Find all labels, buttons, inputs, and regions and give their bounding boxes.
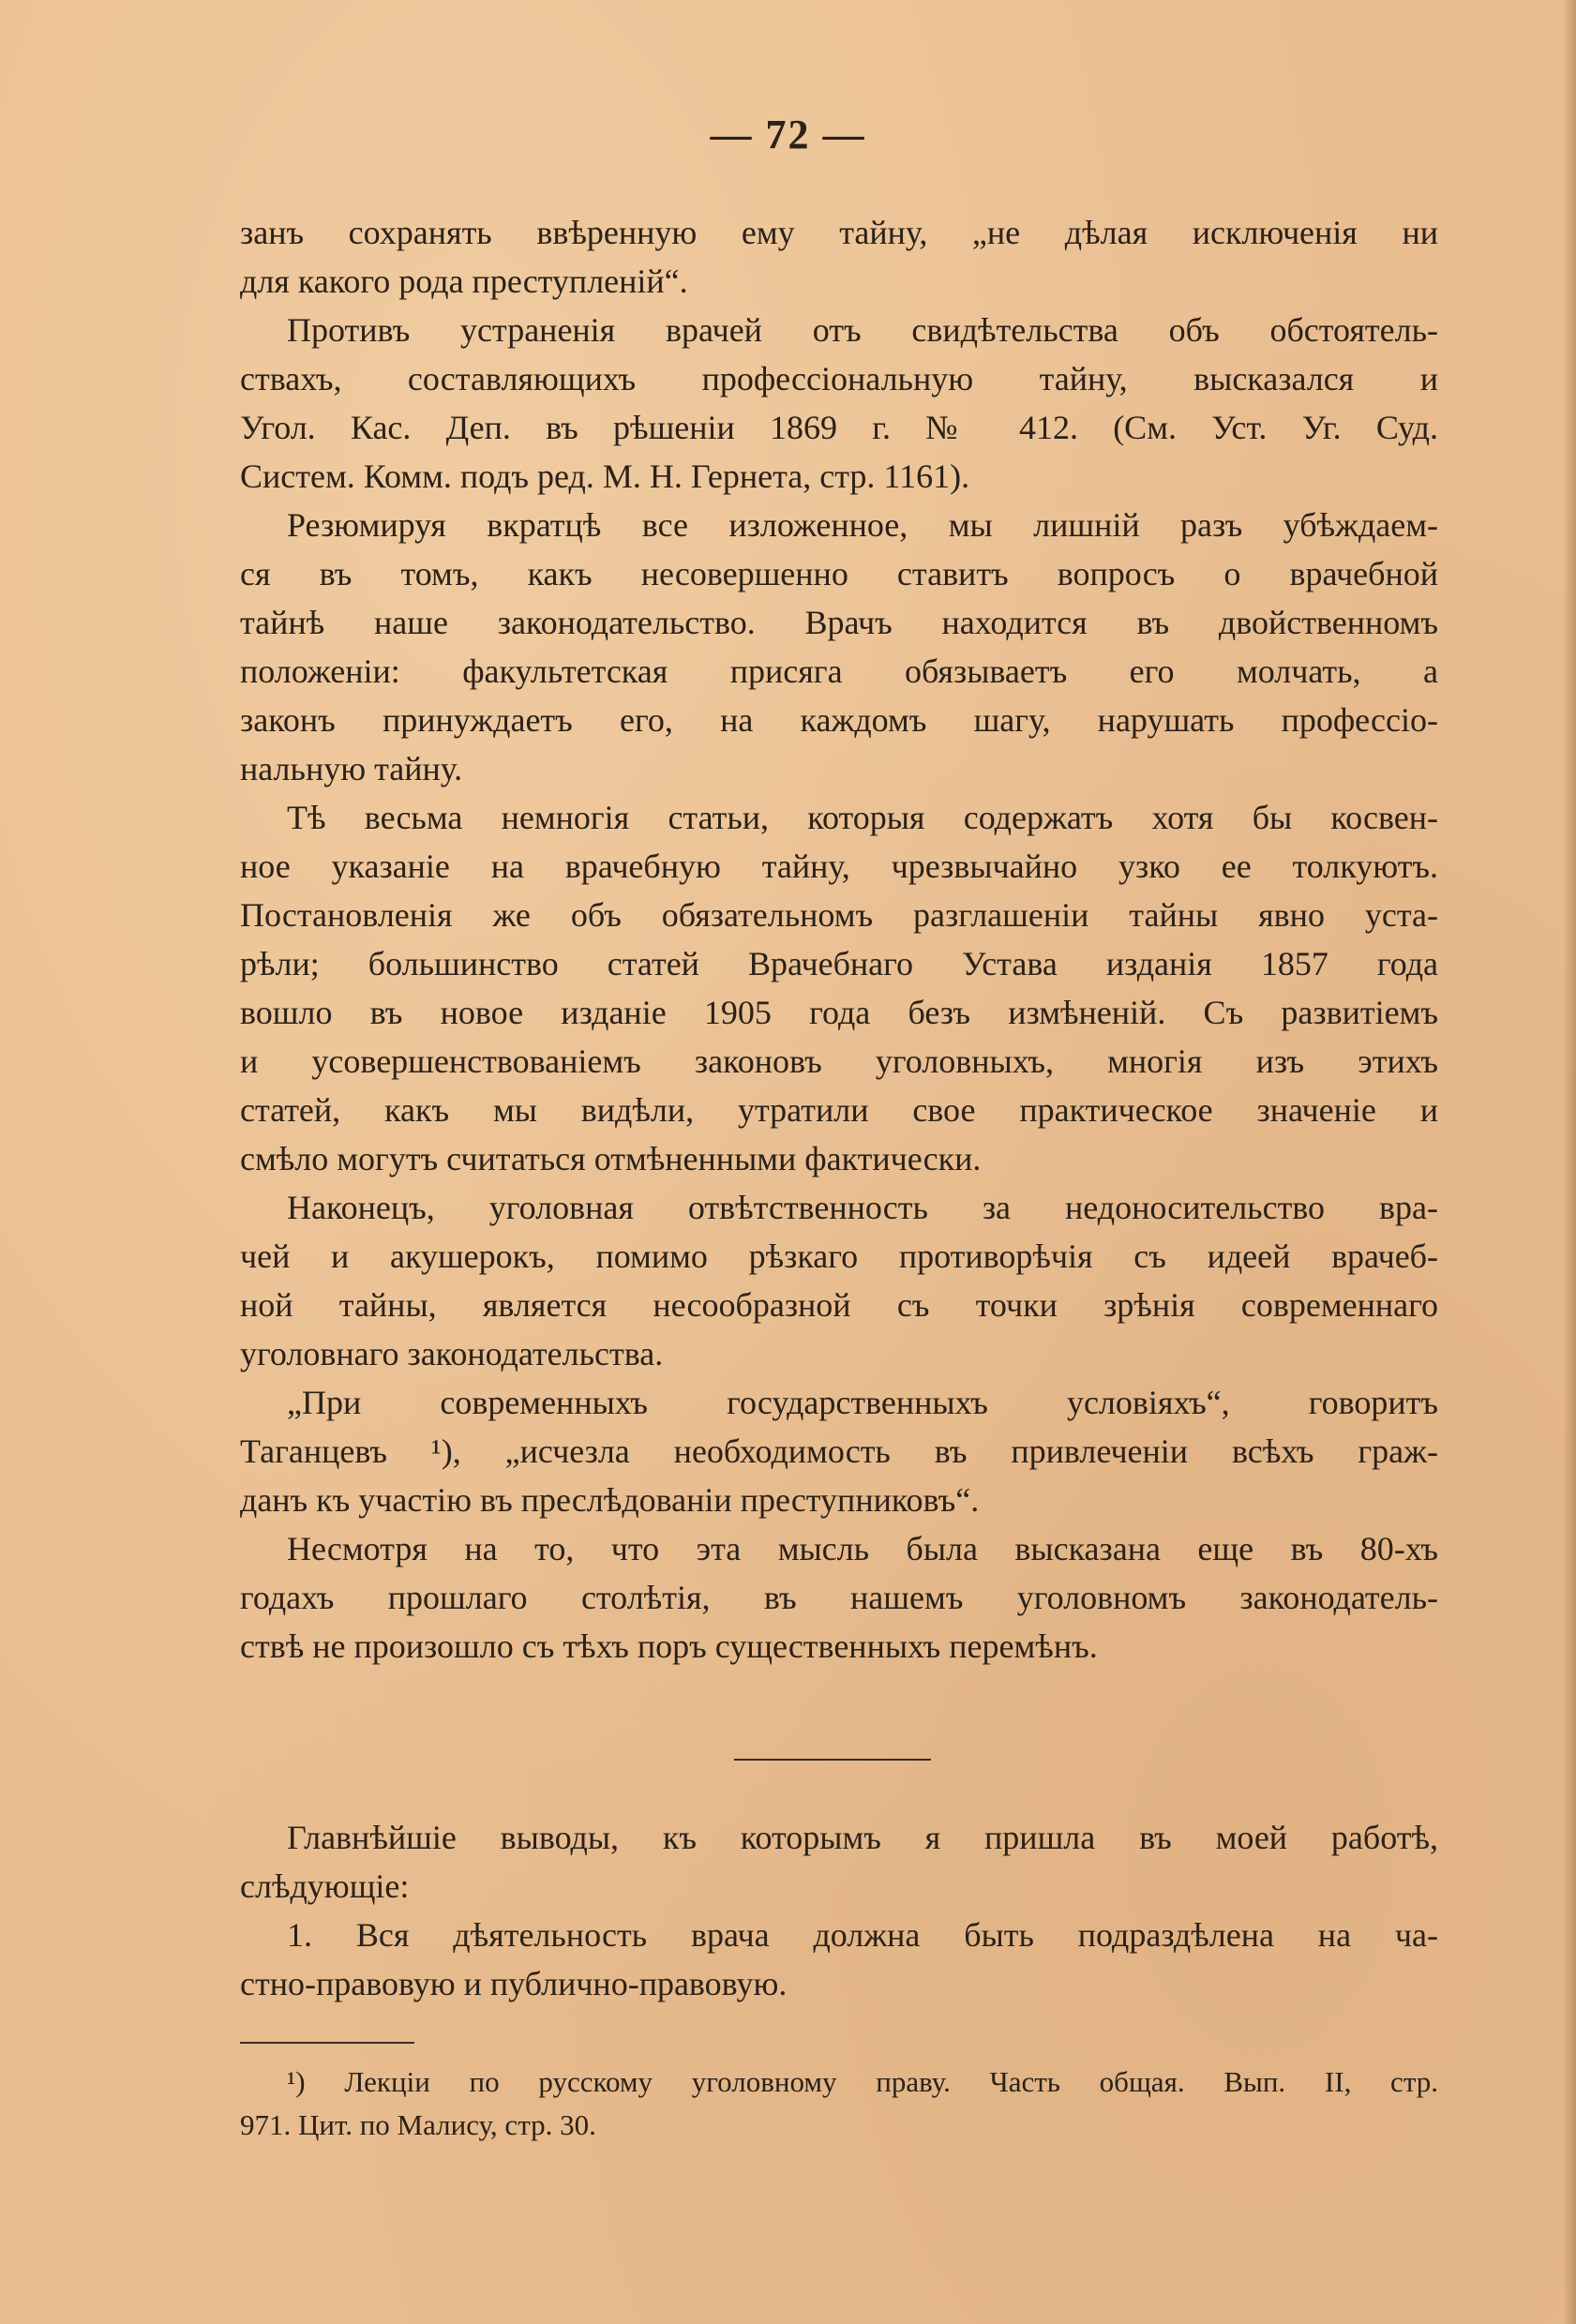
text-line: Главнѣйшіе выводы, къ которымъ я пришла въ моей работѣ, [287,1819,1438,1856]
text-line: Тѣ весьма немногія статьи, которыя содержатъ хотя бы косвен- [287,799,1438,836]
text-line: законъ принуждаетъ его, на каждомъ шагу, нарушать професcіо- [240,701,1438,739]
text-line: ¹) Лекціи по русскому уголовному праву. Часть общая. Вып. II, стр. [287,2065,1438,2098]
text-line: для какого рода преступленій“. [240,262,688,300]
footnote-rule [240,2042,414,2044]
text-line: рѣли; большинство статей Врачебнаго Устава изданія 1857 года [240,945,1438,982]
conclusions-text [240,1813,1438,2008]
footnote-text [240,2061,1438,2147]
text-line: данъ къ участію въ преслѣдованіи преступниковъ“. [240,1481,980,1519]
section-divider [734,1759,931,1761]
text-line: стно-правовую и публично-правовую. [240,1965,788,2002]
text-line: слѣдующіе: [240,1867,410,1905]
body-text [240,208,1438,1671]
text-line: ся въ томъ, какъ несовершенно ставитъ вопросъ о врачебной [240,555,1438,592]
text-line: Таганцевъ ¹), „исчезла необходимость въ привлеченіи всѣхъ граж- [240,1432,1438,1470]
text-line: ствѣ не произошло съ тѣхъ поръ существенныхъ перемѣнъ. [240,1627,1098,1665]
text-line: Угол. Кас. Деп. въ рѣшеніи 1869 г. № 412. (См. Уст. Уг. Суд. [240,409,1438,446]
text-line: тайнѣ наше законодательство. Врачъ находится въ двойственномъ [240,604,1438,641]
text-line: смѣло могутъ считаться отмѣненными фактически. [240,1140,982,1177]
text-line: Систем. Комм. подъ ред. М. Н. Гернета, стр. 1161). [240,457,970,495]
text-line: положеніи: факультетская присяга обязываетъ его молчать, а [240,652,1438,690]
text-line: Противъ устраненія врачей отъ свидѣтельства объ обстоятель- [287,311,1438,349]
text-line: нальную тайну. [240,750,463,787]
text-line: чей и акушерокъ, помимо рѣзкаго противорѣчія съ идеей врачеб- [240,1237,1438,1275]
text-line: годахъ прошлаго столѣтія, въ нашемъ уголовномъ законодатель- [240,1579,1438,1616]
text-line: 971. Цит. по Малису, стр. 30. [240,2108,596,2141]
text-line: Резюмируя вкратцѣ все изложенное, мы лишній разъ убѣждаем- [287,506,1438,544]
text-line: занъ сохранять ввѣренную ему тайну, „не дѣлая исключенія ни [240,214,1438,251]
text-line: „При современныхъ государственныхъ условіяхъ“, говоритъ [287,1384,1438,1421]
text-line: Постановленія же объ обязательномъ разглашеніи тайны явно уста- [240,896,1438,934]
text-line: статей, какъ мы видѣли, утратили свое практическое значеніе и [240,1091,1438,1129]
text-line: ной тайны, является несообразной съ точки зрѣнія современнаго [240,1286,1438,1324]
text-line: ное указаніе на врачебную тайну, чрезвычайно узко ее толкуютъ. [240,847,1438,885]
page-edge-shadow [1563,0,1576,2324]
text-line: уголовнаго законодательства. [240,1335,664,1372]
text-line: ствахъ, составляющихъ профессіональную тайну, высказался и [240,360,1438,397]
text-line: вошло въ новое изданіе 1905 года безъ измѣненій. Съ развитіемъ [240,994,1438,1031]
text-line: 1. Вся дѣятельность врача должна быть подраздѣлена на ча- [287,1916,1438,1954]
text-line: и усовершенствованіемъ законовъ уголовныхъ, многія изъ этихъ [240,1042,1438,1080]
text-line: Несмотря на то, что эта мысль была высказана еще въ 80-хъ [287,1530,1438,1567]
text-line: Наконецъ, уголовная отвѣтственность за недоносительство вра- [287,1189,1438,1226]
page-number: — 72 — [710,112,866,157]
